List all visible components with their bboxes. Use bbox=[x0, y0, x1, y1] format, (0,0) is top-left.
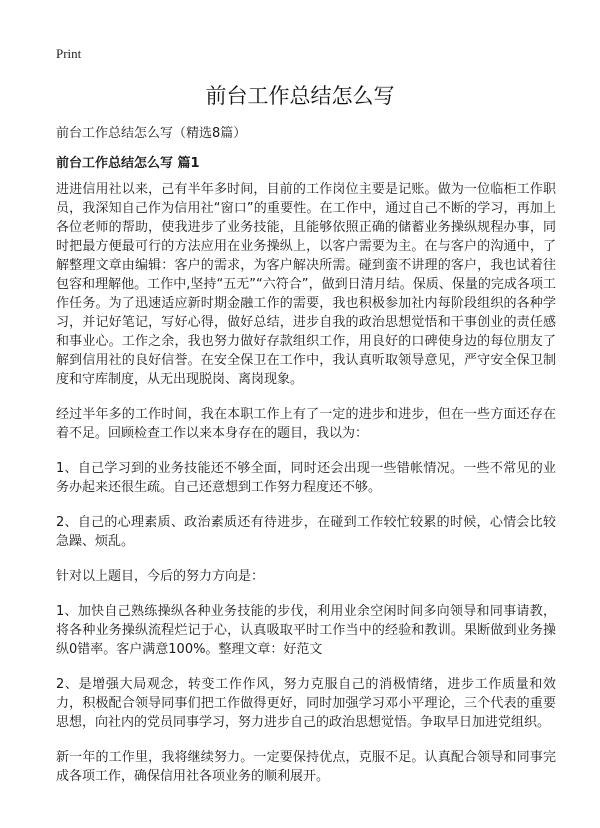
document-body bbox=[56, 180, 556, 802]
paragraph-8: 新一年的工作里，我将继续努力。一定要保持优点，克服不足。认真配合领导和同事完成各项工作，确保信用社各项业务的顺利展开。 bbox=[56, 750, 556, 784]
paragraph-3: 1、自己学习到的业务技能还不够全面，同时还会出现一些错帐情况。一些不常见的业务办起来还很生疏。自己还意想到工作努力程度还不够。 bbox=[56, 461, 556, 495]
paragraph-2: 经过半年多的工作时间，我在本职工作上有了一定的进步和进步，但在一些方面还存在着不足。回顾检查工作以来本身存在的题目，我以为： bbox=[56, 407, 556, 441]
paragraph-6: 1、加快自己熟练操纵各种业务技能的步伐，利用业余空闲时间多向领导和同事请教，将各种业务操纵流程烂记于心，认真吸取平时工作当中的经验和教训。果断做到业务操纵0错率。客户满意100%。整理文章：好范文 bbox=[56, 604, 556, 657]
paragraph-1: 进进信用社以来，己有半年多时间，目前的工作岗位主要是记账。做为一位临柜工作职员，我深知自己作为信用社“窗口”的重要性。在工作中，通过自己不断的学习，再加上各位老师的帮助，使我进步了业务技能，且能够依照正确的储蓄业务操纵规程办事，同时把最方便最可行的方法应用在业务操纵上，以客户需要为主。在与客户的沟通中，了解整理文章由编辑：客户的需求，为客户解决所需。碰到蛮不讲理的客户，我也试着往包容和理解他。工作中,坚持“五无”“六符合”，做到日清月结。保质、保量的完成各项工作任务。为了迅速适应新时期金融工作的需要，我也积极参加社内每阶段组织的各种学习，并记好笔记，写好心得，做好总结，进步自我的政治思想觉悟和干事创业的责任感和事业心。工作之余，我也努力做好存款组织工作，用良好的口碑使身边的每位朋友了解到信用社的良好信誉。在安全保卫在工作中，我认真听取领导意见，严守安全保卫制度和守库制度，从无出现脱岗、离岗现象。 bbox=[56, 182, 556, 387]
print-label[interactable]: Print bbox=[56, 46, 82, 61]
paragraph-4: 2、自己的心理素质、政治素质还有待进步，在碰到工作较忙较累的时候，心情会比较急躁、烦乱。 bbox=[56, 515, 556, 549]
document-subtitle: 前台工作总结怎么写（精选8篇） bbox=[56, 126, 247, 141]
section-heading: 前台工作总结怎么写 篇1 bbox=[56, 156, 200, 171]
document-title: 前台工作总结怎么写 bbox=[205, 84, 395, 108]
paragraph-7: 2、是增强大局观念，转变工作作风，努力克服自己的消极情绪，进步工作质量和效力，积极配合领导同事们把工作做得更好，同时加强学习邓小平理论，三个代表的重要思想，向社内的党员同事学习，努力进步自己的政治思想觉悟。争取早日加进党组织。 bbox=[56, 677, 556, 730]
paragraph-5: 针对以上题目，今后的努力方向是： bbox=[56, 569, 265, 584]
